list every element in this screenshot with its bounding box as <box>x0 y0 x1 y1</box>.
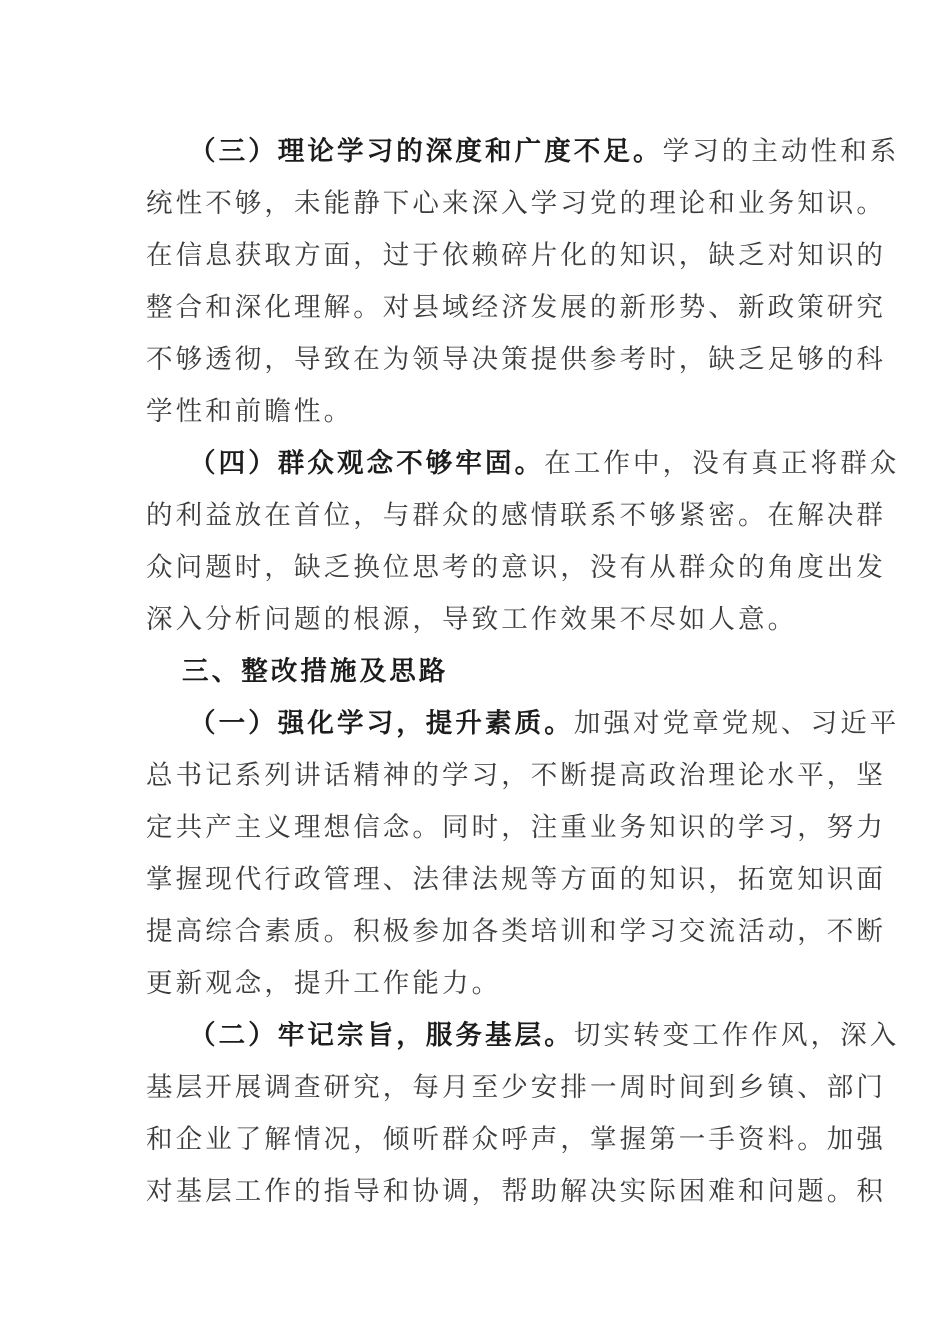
text-line: 基层开展调查研究，每月至少安排一周时间到乡镇、部门 <box>146 1072 886 1103</box>
text-line: 掌握现代行政管理、法律法规等方面的知识，拓宽知识面 <box>146 864 886 895</box>
paragraph-lead: （四）群众观念不够牢固。 <box>189 448 545 479</box>
text-line <box>146 438 900 490</box>
text-line: 在信息获取方面，过于依赖碎片化的知识，缺乏对知识的 <box>146 240 886 271</box>
line-text: 在工作中，没有真正将群众 <box>544 448 900 479</box>
text-line <box>146 1010 900 1062</box>
line-text: 学习的主动性和系 <box>662 136 900 167</box>
paragraph-theory-study <box>146 126 900 438</box>
section-heading: 三、整改措施及思路 <box>182 656 449 687</box>
line-text: 切实转变工作作风，深入 <box>573 1020 900 1051</box>
text-line: 的利益放在首位，与群众的感情联系不够紧密。在解决群 <box>146 500 886 531</box>
text-line <box>146 126 900 178</box>
paragraph-lead: （二）牢记宗旨，服务基层。 <box>189 1020 574 1051</box>
text-line: 统性不够，未能静下心来深入学习党的理论和业务知识。 <box>146 188 886 219</box>
text-line <box>146 698 900 750</box>
text-line: 深入分析问题的根源，导致工作效果不尽如人意。 <box>146 604 798 635</box>
document-page <box>146 126 900 1218</box>
text-line: 不够透彻，导致在为领导决策提供参考时，缺乏足够的科 <box>146 344 886 375</box>
text-line: 众问题时，缺乏换位思考的意识，没有从群众的角度出发 <box>146 552 886 583</box>
paragraph-mass-awareness <box>146 438 900 646</box>
text-line: 学性和前瞻性。 <box>146 396 354 427</box>
text-line: 整合和深化理解。对县域经济发展的新形势、新政策研究 <box>146 292 886 323</box>
text-line: 总书记系列讲话精神的学习，不断提高政治理论水平，坚 <box>146 760 886 791</box>
paragraph-lead: （一）强化学习，提升素质。 <box>189 708 574 739</box>
text-line: 和企业了解情况，倾听群众呼声，掌握第一手资料。加强 <box>146 1124 886 1155</box>
paragraph-serve-grassroots <box>146 1010 900 1218</box>
text-line: 提高综合素质。积极参加各类培训和学习交流活动，不断 <box>146 916 886 947</box>
paragraph-strengthen-study <box>146 698 900 1010</box>
line-text: 加强对党章党规、习近平 <box>573 708 900 739</box>
text-line: 更新观念，提升工作能力。 <box>146 968 502 999</box>
paragraph-lead: （三）理论学习的深度和广度不足。 <box>189 136 663 167</box>
text-line: 对基层工作的指导和协调，帮助解决实际困难和问题。积 <box>146 1176 886 1207</box>
text-line: 定共产主义理想信念。同时，注重业务知识的学习，努力 <box>146 812 886 843</box>
